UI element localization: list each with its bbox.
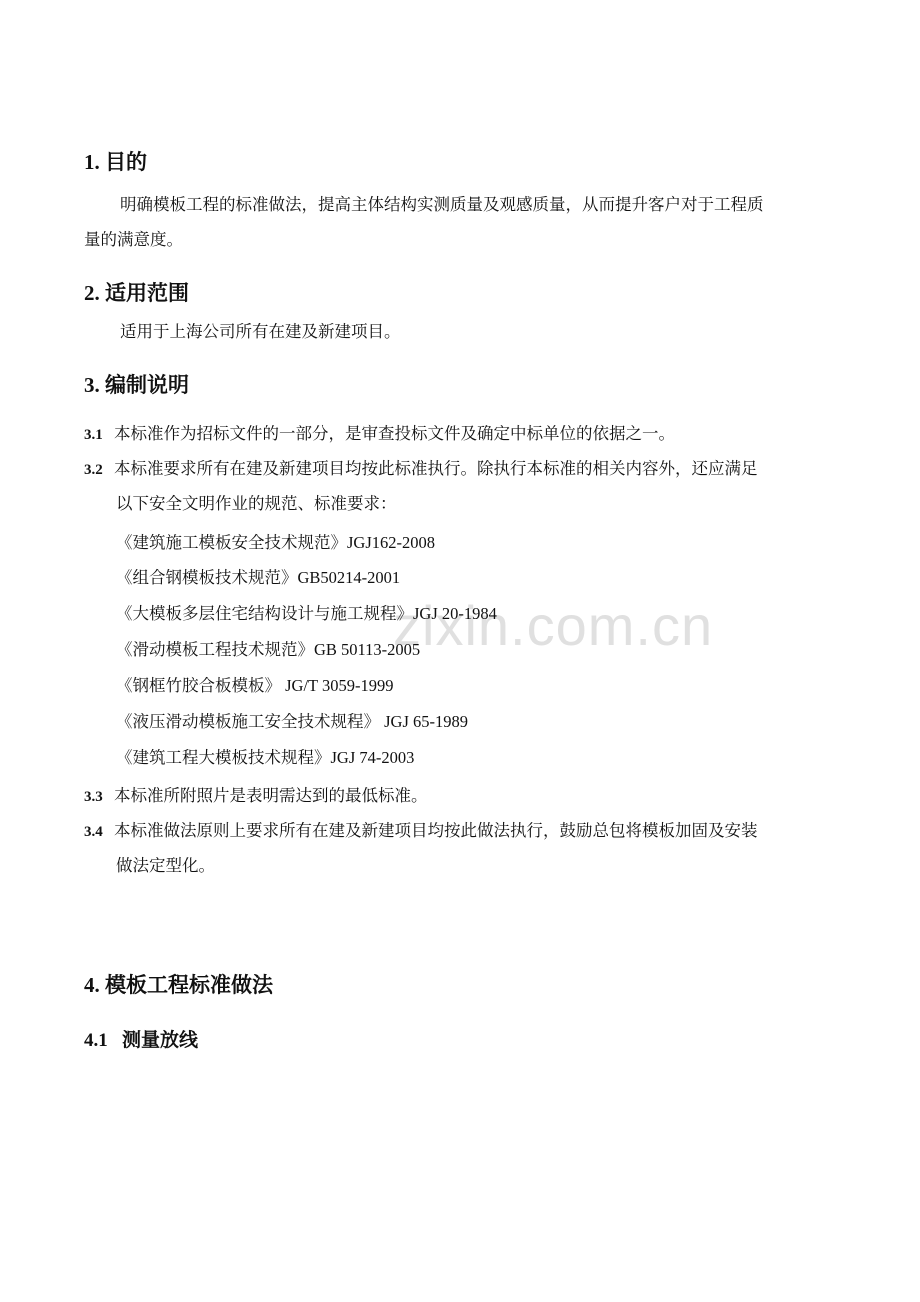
section-4-heading: 4. 模板工程标准做法 (84, 973, 273, 997)
section-1-paragraph-line-2: 量的满意度。 (84, 230, 183, 249)
item-number: 3.3 (84, 789, 103, 805)
item-text: 本标准所附照片是表明需达到的最低标准。 (114, 786, 428, 805)
subsection-4-1-heading (84, 1031, 198, 1050)
section-1-heading: 1. 目的 (84, 150, 147, 174)
standard-list-item: 《组合钢模板技术规范》GB50214-2001 (116, 568, 401, 587)
item-number: 3.2 (84, 462, 103, 478)
item-text: 本标准作为招标文件的一部分，是审查投标文件及确定中标单位的依据之一。 (114, 424, 675, 443)
item-3-4 (84, 823, 758, 840)
subsection-title: 测量放线 (122, 1030, 199, 1051)
item-text: 本标准要求所有在建及新建项目均按此标准执行。除执行本标准的相关内容外，还应满足 (114, 459, 758, 478)
item-3-3 (84, 788, 428, 805)
item-text: 本标准做法原则上要求所有在建及新建项目均按此做法执行，鼓励总包将模板加固及安装 (114, 821, 758, 840)
standard-list-item: 《钢框竹胶合板模板》 JG/T 3059-1999 (116, 676, 394, 695)
standard-list-item: 《建筑工程大模板技术规程》JGJ 74-2003 (116, 748, 415, 767)
section-3-heading: 3. 编制说明 (84, 373, 189, 397)
standard-list-item: 《滑动模板工程技术规范》GB 50113-2005 (116, 640, 421, 659)
subsection-number: 4.1 (84, 1030, 108, 1051)
section-2-paragraph: 适用于上海公司所有在建及新建项目。 (120, 322, 401, 341)
standard-list-item: 《建筑施工模板安全技术规范》JGJ162-2008 (116, 533, 436, 552)
watermark: zixin.com.cn (393, 594, 714, 657)
item-3-2-continuation: 以下安全文明作业的规范、标准要求： (116, 494, 397, 513)
section-1-paragraph-line-1: 明确模板工程的标准做法，提高主体结构实测质量及观感质量，从而提升客户对于工程质 (120, 195, 764, 214)
standard-list-item: 《液压滑动模板施工安全技术规程》 JGJ 65-1989 (116, 712, 469, 731)
item-3-2 (84, 461, 758, 478)
section-2-heading: 2. 适用范围 (84, 281, 189, 305)
item-3-4-continuation: 做法定型化。 (116, 856, 215, 875)
item-3-1 (84, 426, 675, 443)
item-number: 3.1 (84, 427, 103, 443)
item-number: 3.4 (84, 824, 103, 840)
standard-list-item: 《大模板多层住宅结构设计与施工规程》JGJ 20-1984 (116, 604, 497, 623)
